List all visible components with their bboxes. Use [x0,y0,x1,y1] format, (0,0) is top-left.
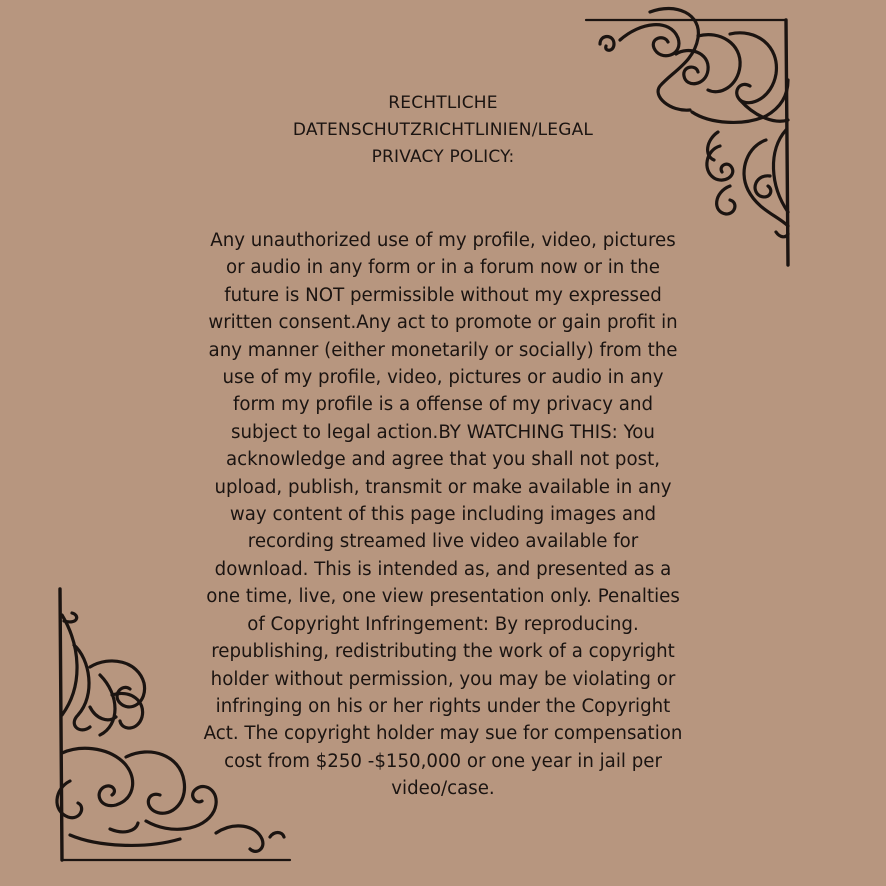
policy-title: RECHTLICHE DATENSCHUTZRICHTLINIEN/LEGAL PRIVACY POLICY: [292,93,594,167]
policy-body-text: Any unauthorized use of my profile, video, pictures or audio in any form or in a forum now or in the future is NOT permissible without my expressed written consent.Any act to promote or gain profit in any manner (either monetarily or socially) from the use of my profile, video, pictures or audio in any form my profile is a offense of my privacy and subject to legal action.BY WATCHING THIS: You acknowledge and agree that you shall not post, upload, publish, transmit or make available in any way content of this page including images and recording streamed live video available for download. This is intended as, and presented as a one time, live, one view presentation only. Penalties of Copyright Infringement: By reproducing. republishing, redistributing the work of a copyright holder without permission, you may be violating or infringing on his or her rights under the Copyright Act. The copyright holder may sue for compensation cost from $250 -$150,000 or one year in jail per video/case. [203,230,683,800]
